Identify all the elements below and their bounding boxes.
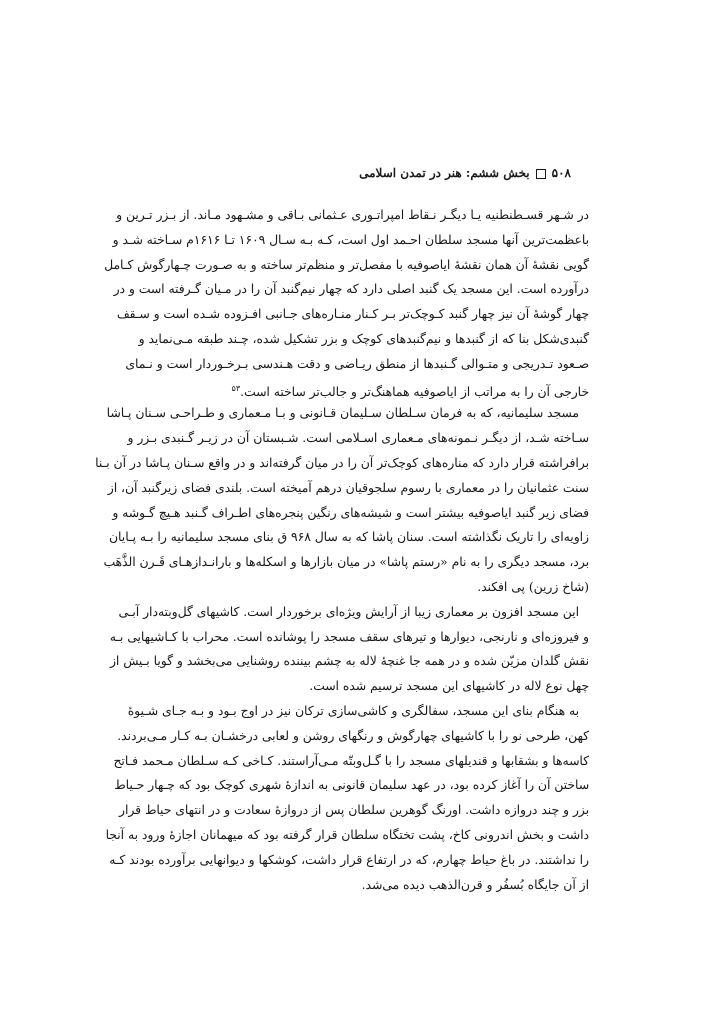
text-line: فضای زیر گنبد ایاصوفیه بیشتر است و شیشه‌های رنگین پنجره‌های اطـراف گـنبد هـیچ گـوشه و (112, 505, 589, 520)
text-line (139, 377, 589, 402)
text-line: صـعود تـدریجی و متـوالی گـنبدها از منطق ریـاضی و دقت هـندسی بـرخـوردار است و نـمای (125, 356, 589, 371)
footnote-marker: ۵۳ (231, 383, 241, 393)
text-line-content: خارجی آن را به مراتب از ایاصوفیه هماهنگ‌تر و جالب‌تر ساخته است. (240, 384, 589, 399)
text-line: و فیروزه‌ای و نارنجی، دیوارها و تیرهای سقف مسجد را پوشانده است. محراب با کـاشیهایی بـه (109, 629, 589, 644)
text-line: کاسه‌ها و بشقابها و قندیلهای مسجد را با گـل‌وبتّه مـی‌آراستند. کـاخی کـه سـلطان مـحمد فـاتح (113, 753, 589, 768)
text-line: چهل نوع لاله در کاشیهای این مسجد ترسیم شده است. (309, 679, 589, 694)
text-line: باعظمت‌ترین آنها مسجد سلطان احـمد اول است، کـه بـه سـال ۱۶۰۹ تـا ۱۶۱۶م سـاخته شـد و (112, 232, 589, 247)
text-line: گنبدی‌شکل بنا که از گنبدها و نیم‌گنبدهای کوچک و بزر تشکیل شده، چـند طبقه مـی‌نماید و (138, 331, 589, 346)
text-line: نقش گلدان مزیّن شده و در همه جا غنچهٔ لاله به چشم بیننده روشنایی می‌بخشد و گویا بـیش از (109, 654, 589, 669)
text-line: کهن، طرحی نو را با کاشیهای چهارگوش و رنگهای روشن و لعابی درخشـان بـه کـار مـی‌بردند. (117, 728, 589, 743)
paragraph (105, 699, 589, 897)
page-number: ۵۰۸ (551, 166, 571, 180)
text-line: گویی نقشهٔ آن همان نقشهٔ ایاصوفیه با مفصل‌تر و منظم‌تر ساخته و به صـورت چـهارگوش کـامل (104, 257, 589, 272)
text-line: در شـهر قسـطنطنیه یـا دیگـر نـقاط امپراتـوری عـثمانی بـاقی و مشـهود مـاند. از بـزر تـرین و (116, 208, 589, 222)
text-line: داشت و بخش اندرونی کاخ، پشت تختگاه سلطان قرار گرفته بود که میهمانان اجازهٔ ورود به آنجا (105, 827, 589, 842)
text-line: درآورده است. این مسجد یک گنبد اصلی دارد که چهار نیم‌گنبد آن را در مـیان گـرفته است و در (113, 282, 589, 297)
text-line: برد، مسجد دیگری را به نام «رستم پاشا» در میان بازارها و اسکله‌ها و بارانـدازهـای قَـرن الذَّهَب (103, 555, 589, 570)
text-line: بزر و چند دروازه داشت. اورنگ گوهرین سلطان پس از دروازهٔ سعادت و در انتهای حیاط قرار (119, 803, 589, 818)
paragraph (109, 600, 589, 699)
square-separator-icon (536, 169, 546, 179)
text-line: زاویه‌ای را تاریک نگذاشته است. سنان پاشا که به سال ۹۶۸ ق بنای مسجد سلیمانیه را بـه پـایان (109, 530, 589, 545)
text-line: را نداشتند. در باغ حیاط چهارم، که در ارتفاع قرار داشت، کوشکها و دیوانهایی برآورده بودند کـه (109, 852, 589, 867)
text-line: (شاخ زرین) پی افکند. (477, 579, 589, 594)
running-title: بخش ششم: هنر در تمدن اسلامی (359, 166, 530, 180)
body-text (95, 203, 589, 897)
paragraph (104, 203, 589, 401)
running-header (359, 166, 571, 180)
text-line: به هنگام بنای این مسجد، سفالگری و کاشی‌سازی ترکان نیز در اوج بـود و بـه جـای شـیوهٔ (127, 703, 579, 718)
text-line: سنت عثمانیان را در معماری با رسوم سلجوقیان درهم آمیخته است. بلندی فضای زیرگنبد آن، از (107, 480, 589, 495)
text-line: مسجد سلیمانیه، که به فرمان سـلطان سـلیمان قـانونی و بـا مـعماری و طـراحـی سـنان پـاشا (106, 406, 579, 421)
text-line: از آن جایگاه بُسفُر و قرن‌الذهب دیده می‌شد. (361, 877, 589, 892)
text-line: چهار گوشهٔ آن نیز چهار گنبد کـوچک‌تر بـر کـنار منـاره‌های جـانبی افـزوده شـده است و سـقف (116, 307, 589, 322)
paragraph (95, 401, 589, 599)
text-line: سـاخته شـد، از دیگـر نـمونه‌های مـعماری اسـلامی است. شـبستان آن در زیـر گـنبدی بـزر و (127, 431, 589, 446)
text-line: برافراشته قرار دارد که مناره‌های کوچک‌تر آن را در میان گرفته‌اند و در واقع سـنان پـاشا در آن بـنا (95, 455, 589, 470)
text-line: ساختن آن را آغاز کرده بود، در عهد سلیمان قانونی به اندازهٔ شهری کوچک بود که چـهار حـیاط (114, 778, 589, 793)
text-line: این مسجد افزون بر معماری زیبا از آرایش ویژه‌ای برخوردار است. کاشیهای گل‌وبته‌دار آبـی (118, 604, 579, 619)
